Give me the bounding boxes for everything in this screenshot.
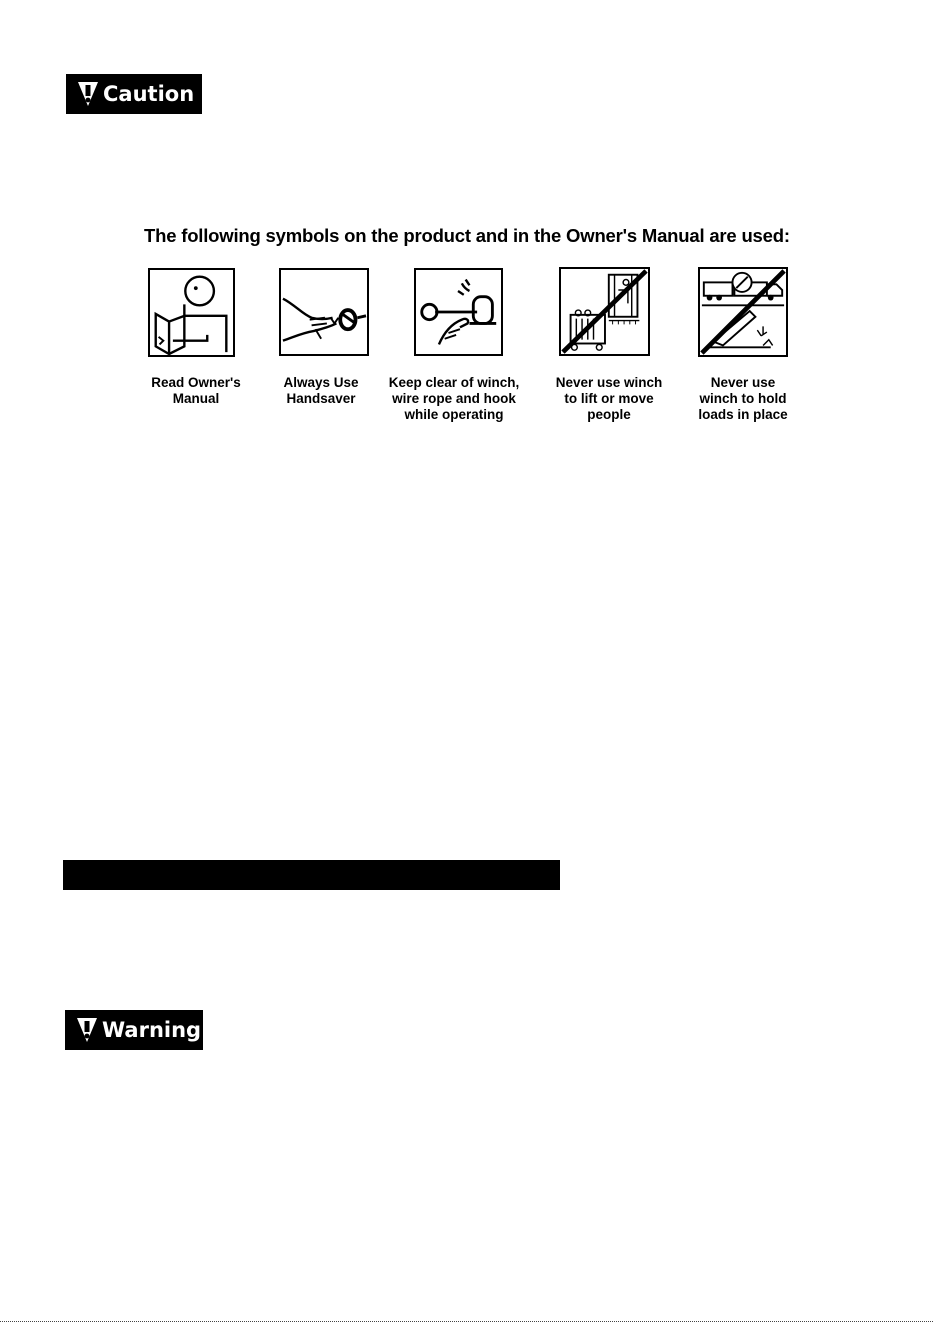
exclamation-icon <box>76 1017 98 1043</box>
read-manual-icon <box>148 268 235 357</box>
keep-clear-icon <box>414 268 503 356</box>
symbol-caption: Keep clear of winch, wire rope and hook while operating <box>388 375 520 422</box>
warning-badge <box>65 1010 203 1050</box>
caution-label: Caution <box>103 82 195 106</box>
no-hold-loads-icon <box>698 267 788 357</box>
symbol-caption: Never use winch to hold loads in place <box>698 375 788 422</box>
symbol-caption: Never use winch to lift or move people <box>555 375 663 422</box>
warning-label: Warning <box>102 1018 202 1042</box>
symbol-caption: Read Owner's Manual <box>151 375 241 406</box>
symbol-caption: Always Use Handsaver <box>283 375 359 406</box>
caution-badge <box>66 74 202 114</box>
section-bar <box>63 860 560 890</box>
symbols-heading: The following symbols on the product and in the Owner's Manual are used: <box>144 225 790 246</box>
page-bottom-rule <box>0 1321 933 1322</box>
no-lift-people-icon <box>559 267 650 356</box>
exclamation-icon <box>77 81 99 107</box>
handsaver-icon <box>279 268 369 356</box>
